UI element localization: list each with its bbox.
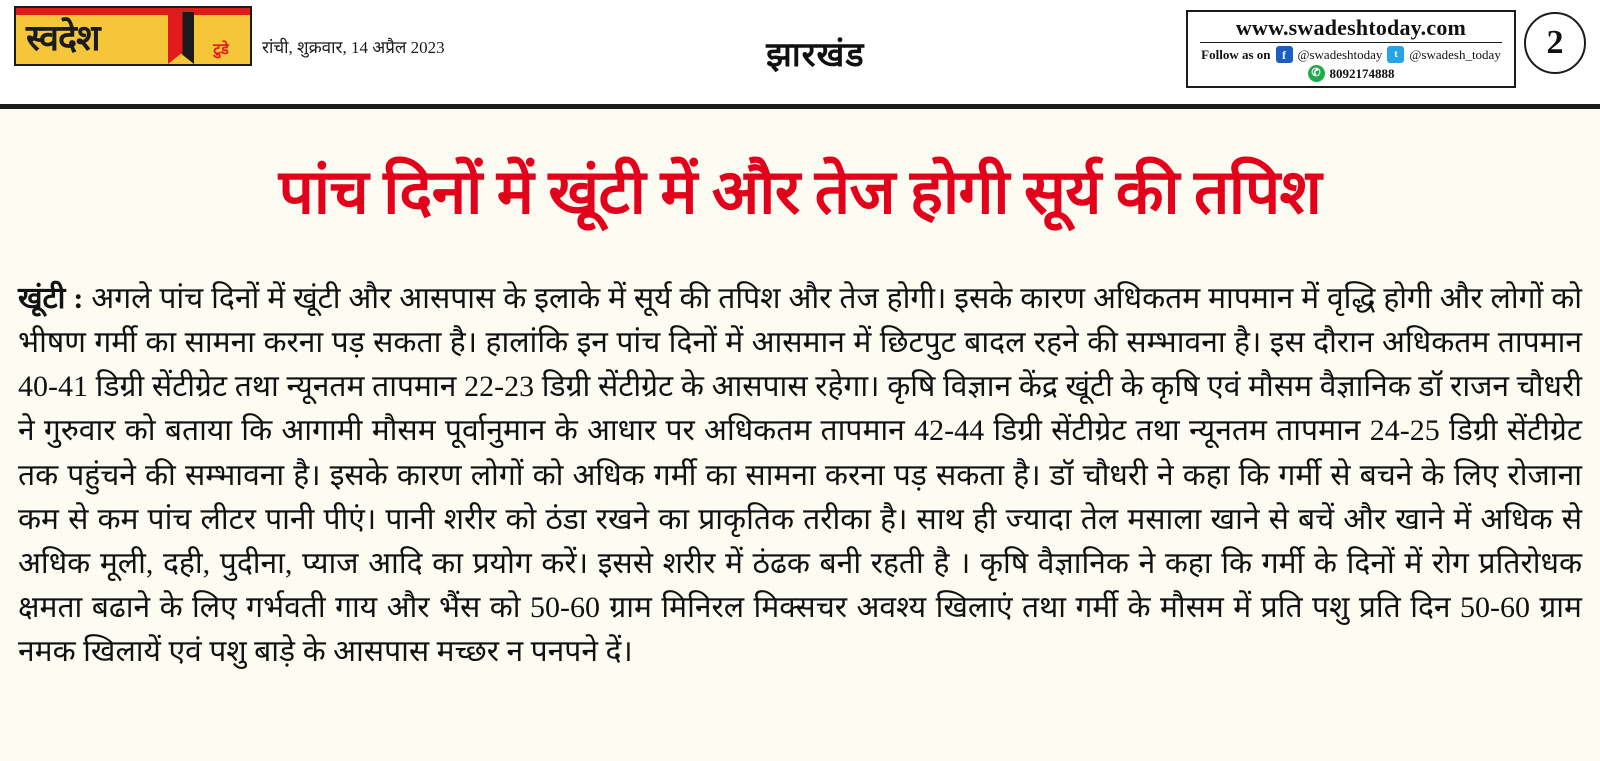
- facebook-handle[interactable]: @swadeshtoday: [1297, 46, 1383, 62]
- phone-row: [1200, 65, 1502, 82]
- dateline: रांची, शुक्रवार, 14 अप्रैल 2023: [262, 38, 445, 57]
- follow-label: Follow as on: [1201, 46, 1271, 62]
- website-url[interactable]: www.swadeshtoday.com: [1200, 15, 1502, 43]
- social-row: [1200, 46, 1502, 63]
- brand-block: [14, 6, 445, 66]
- masthead: [0, 0, 1600, 104]
- logo-today-label: टुडे: [213, 42, 229, 58]
- twitter-icon[interactable]: t: [1387, 46, 1404, 63]
- article-body: [0, 273, 1600, 674]
- logo-wordmark: स्वदेश: [26, 18, 100, 58]
- masthead-divider: [0, 104, 1600, 109]
- publication-logo[interactable]: [14, 6, 252, 66]
- contact-block: [1186, 6, 1586, 88]
- facebook-icon[interactable]: f: [1276, 46, 1293, 63]
- flag-icon: [168, 12, 194, 64]
- whatsapp-icon[interactable]: ✆: [1308, 65, 1325, 82]
- article-text: अगले पांच दिनों में खूंटी और आसपास के इलाके में सूर्य की तपिश और तेज होगी। इसके कारण अधिकतम मापमान में वृद्धि होगी और लोगों को भीषण गर्मी का सामना करना पड़ सकता है। हालांकि इन पांच दिनों में आसमान में छिटपुट बादल रहने की सम्भावना है। इस दौरान अधिकतम तापमान 40-41 डिग्री सेंटीग्रेट तथा न्यूनतम तापमान 22-23 डिग्री सेंटीग्रेट के आसपास रहेगा। कृषि विज्ञान केंद्र खूंटी के कृषि एवं मौसम वैज्ञानिक डॉ राजन चौधरी ने गुरुवार को बताया कि आगामी मौसम पूर्वानुमान के आधार पर अधिकतम तापमान 42-44 डिग्री सेंटीग्रेट तथा न्यूनतम तापमान 24-25 डिग्री सेंटीग्रेट तक पहुंचने की सम्भावना है। इसके कारण लोगों को अधिक गर्मी का सामना करना पड़ सकता है। डॉ चौधरी ने कहा कि गर्मी से बचने के लिए रोजाना कम से कम पांच लीटर पानी पीएं। पानी शरीर को ठंडा रखने का प्राकृतिक तरीका है। साथ ही ज्यादा तेल मसाला खाने से बचें और खाने में अधिक से अधिक मूली, दही, पुदीना, प्याज आदि का प्रयोग करें। इससे शरीर में ठंढक बनी रहती है । कृषि वैज्ञानिक ने कहा कि गर्मी के दिनों में रोग प्रतिरोधक क्षमता बढाने के लिए गर्भवती गाय और भैंस को 50-60 ग्राम मिनिरल मिक्सचर अवश्य खिलाएं तथा गर्मी के मौसम में प्रति पशु प्रति दिन 50-60 ग्राम नमक खिलायें एवं पशु बाड़े के आसपास मच्छर न पनपने दें।: [18, 282, 1583, 668]
- logo-red-strip: [16, 8, 250, 15]
- page-number-badge: 2: [1524, 12, 1586, 74]
- contact-card: [1186, 10, 1516, 88]
- twitter-handle[interactable]: @swadesh_today: [1409, 46, 1501, 62]
- article-headline: पांच दिनों में खूंटी में और तेज होगी सूर्य की तपिश: [278, 158, 1322, 227]
- section-title: झारखंड: [766, 37, 865, 74]
- phone-number[interactable]: 8092174888: [1329, 65, 1395, 81]
- article-place-line: खूंटी :: [18, 282, 84, 316]
